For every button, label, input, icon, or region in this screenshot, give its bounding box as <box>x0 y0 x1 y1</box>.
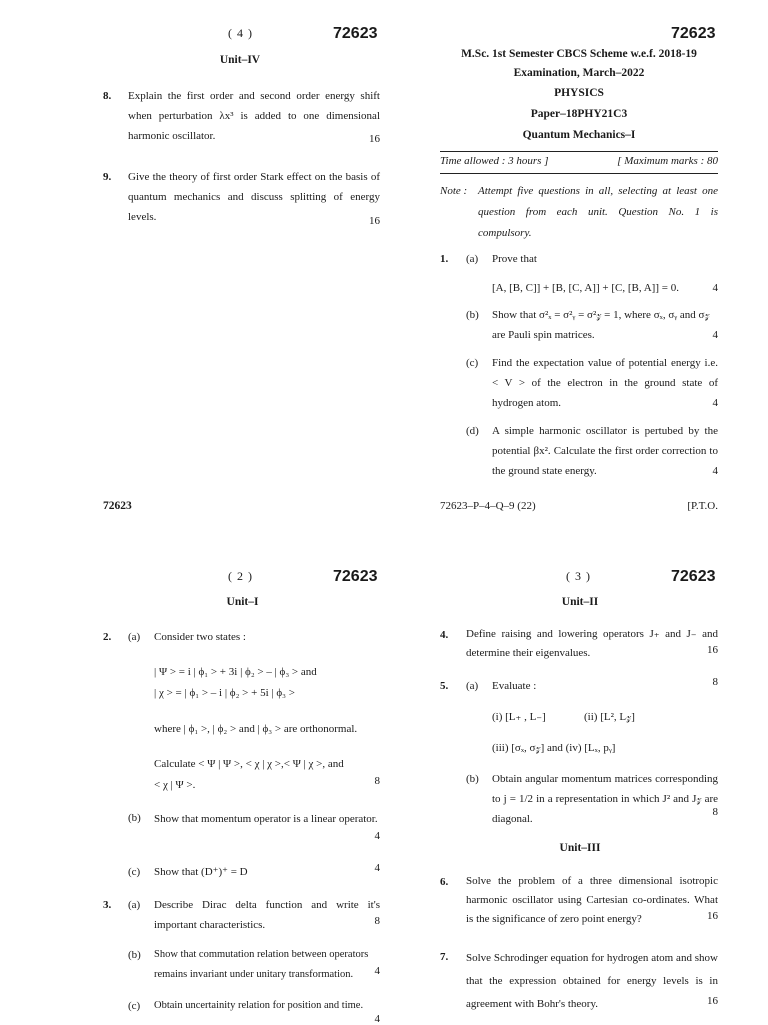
question-number: 4. <box>440 629 449 641</box>
marks: 16 <box>707 644 718 656</box>
state-psi: | Ψ > = i | ϕ₁ > + 3i | ϕ₂ > – | ϕ₃ > and <box>154 666 317 678</box>
equation: [A, [B, C]] + [B, [C, A]] + [C, [B, A]] = 0. <box>492 282 679 294</box>
commutator: (iii) [σₓ, σ𝓏] and (iv) [Lₓ, pᵧ] <box>492 742 616 754</box>
marks: 16 <box>369 133 380 145</box>
question-number: 9. <box>103 171 112 183</box>
question-number: 2. <box>103 631 112 643</box>
question-number: 8. <box>103 90 112 102</box>
max-marks: [ Maximum marks : 80 <box>617 155 718 167</box>
marks: 16 <box>707 995 718 1007</box>
question-text: Obtain angular momentum matrices corresponding to j = 1/2 in a representation in which J² and J𝓏 are diagonal. <box>492 773 718 825</box>
part-label: (c) <box>128 1000 141 1012</box>
question-text: Solve the problem of a three dimensional isotropic harmonic oscillator using Cartesian co-ordinates. What is the significance of zero point energy? <box>466 875 718 925</box>
question-text: A simple harmonic oscillator is pertubed by the potential βx². Calculate the first order correction to the ground state energy. <box>492 425 718 477</box>
question-number: 1. <box>440 253 449 265</box>
marks: 4 <box>374 862 380 874</box>
marks: 4 <box>374 965 380 977</box>
marks: 8 <box>712 806 718 818</box>
question-text: Show that (D⁺)⁺ = D <box>154 866 248 878</box>
part-label: (a) <box>128 899 141 911</box>
footer-code: 72623–P–4–Q–9 (22) <box>440 500 536 512</box>
exam-session: Examination, March–2022 <box>513 67 645 79</box>
marks: 4 <box>712 329 718 341</box>
part-label: (a) <box>466 253 479 265</box>
question-text: Prove that <box>492 253 537 265</box>
question-text: Calculate < Ψ | Ψ >, < χ | χ >,< Ψ | χ >, and <box>154 758 344 770</box>
part-label: (b) <box>466 773 479 785</box>
note-label: Note : <box>440 185 468 197</box>
paper-code: 72623 <box>671 568 716 585</box>
part-label: (b) <box>466 309 479 321</box>
part-label: (c) <box>466 357 479 369</box>
paper-code: 72623 <box>333 25 378 42</box>
commutator: (ii) [L², L𝓏] <box>584 711 635 723</box>
question-text: Show that commutation relation between operators remains invariant under unitary transformation. <box>154 949 369 980</box>
question-text: Show that σ²ₓ = σ²ᵧ = σ²𝓏 = 1, where σₓ, σᵧ and σ𝓏 <box>492 309 710 321</box>
question-text: Show that momentum operator is a linear operator. <box>154 813 378 825</box>
question-text: where | ϕ₁ >, | ϕ₂ > and | ϕ₃ > are orthonormal. <box>154 723 358 735</box>
paper-code: 72623 <box>333 568 378 585</box>
part-label: (c) <box>128 866 141 878</box>
note-text: Attempt five questions in all, selecting at least one question from each unit. Question No. 1 is compulsory. <box>478 185 718 239</box>
question-text: Explain the first order and second order energy shift when perturbation λx³ is added to one dimensional harmonic oscillator. <box>128 90 380 142</box>
page-number: ( 3 ) <box>566 569 591 583</box>
part-label: (b) <box>128 812 141 824</box>
marks: 4 <box>712 282 718 294</box>
question-text: Obtain uncertainity relation for position and time. <box>154 1000 364 1011</box>
unit-heading: Unit–I <box>226 596 259 608</box>
subject: PHYSICS <box>554 87 604 99</box>
question-text: Describe Dirac delta function and write it's important characteristics. <box>154 899 380 931</box>
question-text: Find the expectation value of potential energy i.e. < V > of the electron in the ground state of hydrogen atom. <box>492 357 718 409</box>
paper-code: 72623 <box>671 25 716 42</box>
marks: 4 <box>712 397 718 409</box>
question-text: Give the theory of first order Stark effect on the basis of quantum mechanics and discuss splitting of energy levels. <box>128 171 380 223</box>
marks: 4 <box>374 830 380 842</box>
question-text: < χ | Ψ >. <box>154 779 196 791</box>
question-number: 5. <box>440 680 449 692</box>
part-label: (d) <box>466 425 479 437</box>
question-text: Evaluate : <box>492 680 537 692</box>
page-turn-note: [P.T.O. <box>687 500 718 512</box>
page-number: ( 2 ) <box>228 569 253 583</box>
unit-heading: Unit–III <box>559 842 601 854</box>
page-number: ( 4 ) <box>228 26 253 40</box>
divider <box>440 173 718 174</box>
commutator: (i) [L₊ , L₋] <box>492 711 546 723</box>
question-number: 7. <box>440 951 449 963</box>
marks: 16 <box>369 215 380 227</box>
marks: 8 <box>712 676 718 688</box>
unit-heading: Unit–II <box>561 596 599 608</box>
question-text: Consider two states : <box>154 631 246 643</box>
question-text: Define raising and lowering operators J₊ and J₋ and determine their eigenvalues. <box>466 628 718 659</box>
footer-code: 72623 <box>103 500 132 512</box>
unit-heading: Unit–IV <box>219 54 261 66</box>
part-label: (a) <box>128 631 141 643</box>
paper-number: Paper–18PHY21C3 <box>530 108 628 120</box>
marks: 16 <box>707 910 718 922</box>
marks: 4 <box>712 465 718 477</box>
time-allowed: Time allowed : 3 hours ] <box>440 155 549 167</box>
question-number: 3. <box>103 899 112 911</box>
question-text: Solve Schrodinger equation for hydrogen atom and show that the expression obtained for energy levels is in agreement with Bohr's theory. <box>466 952 718 1010</box>
course-title: Quantum Mechanics–I <box>522 129 636 141</box>
question-number: 6. <box>440 876 449 888</box>
marks: 8 <box>374 915 380 927</box>
exam-scheme: M.Sc. 1st Semester CBCS Scheme w.e.f. 2018-19 <box>461 48 697 60</box>
part-label: (a) <box>466 680 479 692</box>
marks: 4 <box>374 1013 380 1025</box>
question-text: are Pauli spin matrices. <box>492 329 595 341</box>
part-label: (b) <box>128 949 141 961</box>
marks: 8 <box>374 775 380 787</box>
state-chi: | χ > = | ϕ₁ > – i | ϕ₂ > + 5i | ϕ₃ > <box>154 687 295 699</box>
